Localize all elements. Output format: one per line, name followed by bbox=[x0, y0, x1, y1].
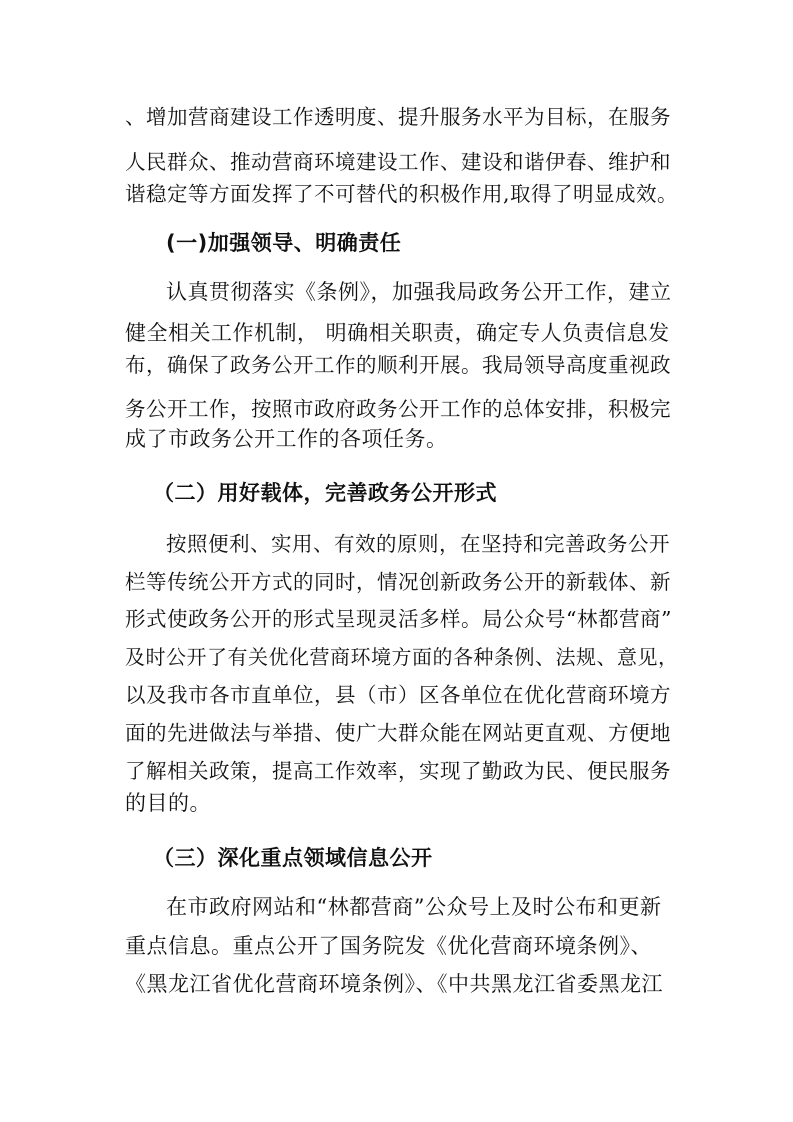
section-1-line-5: 成了市政务公开工作的各项任务。 bbox=[125, 427, 448, 451]
section-2-line-5: 以及我市各市直单位，县（市）区各单位在优化营商环境方 bbox=[125, 683, 671, 707]
section-2-line-4: 及时公开了有关优化营商环境方面的各种条例、法规、意见， bbox=[125, 645, 679, 669]
section-1-line-3: 布，确保了政务公开工作的顺利开展。我局领导高度重视政 bbox=[125, 353, 671, 377]
section-1-line-2: 健全相关工作机制， 明确相关职责，确定专人负责信息发 bbox=[125, 321, 670, 345]
section-2-line-8: 的目的。 bbox=[125, 791, 211, 815]
section-2-line-6: 面的先进做法与举措、使广大群众能在网站更直观、方便地 bbox=[125, 721, 671, 745]
section-3-line-1: 在市政府网站和“林都营商”公众号上及时公布和更新 bbox=[166, 895, 662, 919]
section-3-heading: （三）深化重点领域信息公开 bbox=[153, 846, 433, 870]
section-2-line-3: 形式使政务公开的形式呈现灵活多样。局公众号“林都营商” bbox=[125, 607, 672, 631]
section-2-line-1: 按照便利、实用、有效的原则，在坚持和完善政务公开 bbox=[166, 532, 670, 556]
section-1-line-4: 务公开工作，按照市政府政务公开工作的总体安排，积极完 bbox=[125, 397, 671, 421]
intro-line-2: 人民群众、推动营商环境建设工作、建设和谐伊春、维护和 bbox=[125, 150, 671, 174]
section-1-line-1: 认真贯彻落实《条例》，加强我局政务公开工作，建立 bbox=[166, 280, 672, 304]
section-2-line-2: 栏等传统公开方式的同时，情况创新政务公开的新载体、新 bbox=[125, 570, 671, 594]
intro-line-3: 谐稳定等方面发挥了不可替代的积极作用,取得了明显成效。 bbox=[125, 182, 679, 206]
intro-line-1: 、增加营商建设工作透明度、提升服务水平为目标，在服务 bbox=[125, 105, 671, 129]
section-2-heading: （二）用好载体，完善政务公开形式 bbox=[153, 481, 497, 505]
section-2-line-7: 了解相关政策，提高工作效率，实现了勤政为民、便民服务 bbox=[125, 759, 671, 783]
section-3-line-2: 重点信息。重点公开了国务院发《优化营商环境条例》、 bbox=[125, 934, 652, 958]
section-1-heading: (一)加强领导、明确责任 bbox=[166, 231, 402, 255]
section-3-line-3: 《黑龙江省优化营商环境条例》、《中共黑龙江省委黑龙江 bbox=[125, 972, 663, 996]
